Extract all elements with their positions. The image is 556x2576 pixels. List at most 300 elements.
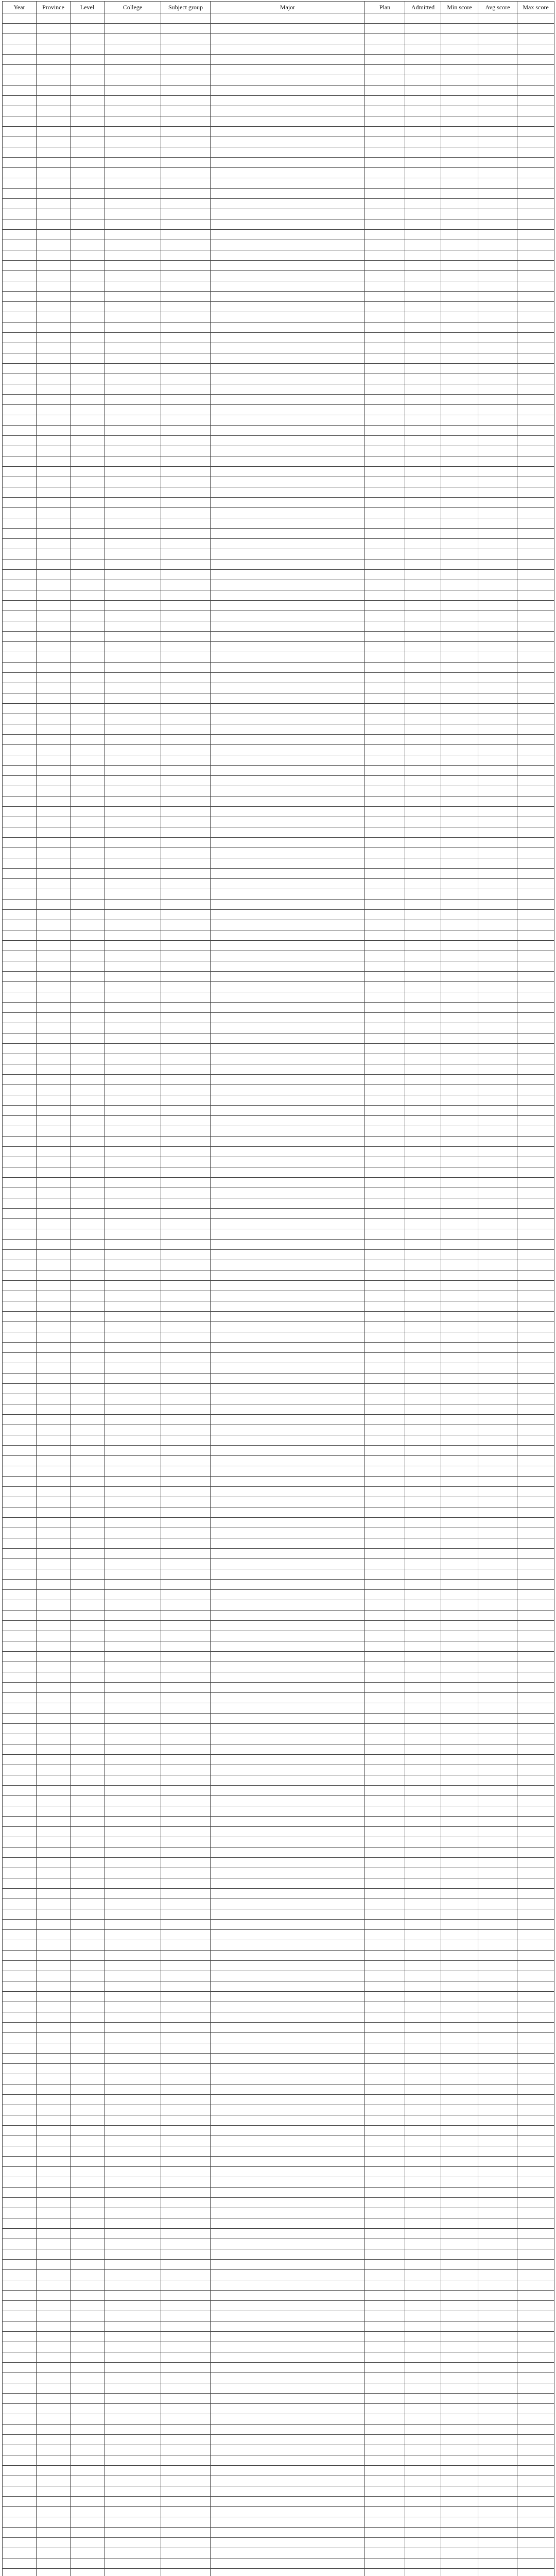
table-cell — [365, 1775, 405, 1786]
table-cell — [441, 714, 478, 724]
table-row — [3, 2383, 554, 2394]
table-cell — [405, 724, 441, 735]
table-cell — [105, 930, 161, 941]
table-cell — [3, 1332, 37, 1343]
table-cell — [517, 1878, 554, 1889]
table-cell — [211, 2507, 365, 2517]
table-cell — [37, 745, 71, 755]
table-cell — [211, 1064, 365, 1075]
table-cell — [105, 2208, 161, 2218]
table-cell — [71, 2188, 105, 2198]
table-row — [3, 467, 554, 477]
table-row — [3, 2208, 554, 2218]
table-cell — [161, 2095, 211, 2105]
table-cell — [105, 1384, 161, 1394]
table-cell — [405, 549, 441, 560]
table-cell — [517, 1343, 554, 1353]
table-cell — [105, 2569, 161, 2576]
table-cell — [37, 1611, 71, 1621]
table-cell — [37, 1085, 71, 1095]
table-cell — [441, 889, 478, 900]
table-cell — [161, 333, 211, 343]
table-cell — [161, 1425, 211, 1435]
table-row — [3, 281, 554, 292]
table-cell — [478, 1209, 517, 1219]
table-cell — [37, 1528, 71, 1538]
table-cell — [161, 1992, 211, 2002]
table-cell — [3, 1796, 37, 1806]
table-cell — [517, 168, 554, 178]
table-cell — [37, 1044, 71, 1054]
table-cell — [3, 900, 37, 910]
table-cell — [441, 529, 478, 539]
table-cell — [71, 2425, 105, 2435]
table-cell — [517, 456, 554, 467]
table-cell — [37, 560, 71, 570]
table-cell — [3, 2084, 37, 2095]
table-cell — [478, 776, 517, 786]
table-row — [3, 941, 554, 951]
table-cell — [478, 2136, 517, 2146]
table-cell — [161, 2280, 211, 2291]
table-cell — [517, 580, 554, 590]
table-row — [3, 889, 554, 900]
table-cell — [478, 2455, 517, 2466]
table-cell — [365, 2260, 405, 2270]
table-cell — [211, 158, 365, 168]
table-cell — [3, 2548, 37, 2558]
table-cell — [71, 323, 105, 333]
table-cell — [365, 1435, 405, 1446]
table-row — [3, 683, 554, 693]
table-cell — [71, 230, 105, 240]
table-row — [3, 1775, 554, 1786]
table-cell — [365, 292, 405, 302]
table-cell — [71, 2435, 105, 2445]
table-cell — [405, 652, 441, 663]
table-row — [3, 930, 554, 941]
table-cell — [71, 663, 105, 673]
table-cell — [365, 2394, 405, 2404]
table-cell — [211, 1899, 365, 1909]
table-cell — [478, 1961, 517, 1971]
table-cell — [441, 2435, 478, 2445]
table-cell — [3, 1116, 37, 1126]
table-cell — [37, 1631, 71, 1641]
table-cell — [517, 498, 554, 508]
table-cell — [365, 1796, 405, 1806]
table-cell — [211, 2105, 365, 2115]
table-cell — [478, 2528, 517, 2538]
table-cell — [365, 312, 405, 323]
table-cell — [517, 302, 554, 312]
table-cell — [478, 1549, 517, 1559]
table-cell — [37, 1569, 71, 1580]
table-cell — [211, 570, 365, 580]
table-cell — [517, 127, 554, 137]
table-cell — [3, 1858, 37, 1868]
table-cell — [211, 199, 365, 209]
table-cell — [3, 1528, 37, 1538]
table-cell — [3, 44, 37, 55]
table-cell — [161, 796, 211, 807]
table-cell — [441, 2115, 478, 2126]
table-row — [3, 1868, 554, 1878]
table-cell — [3, 312, 37, 323]
table-cell — [161, 580, 211, 590]
table-cell — [3, 1456, 37, 1466]
table-cell — [405, 2342, 441, 2352]
table-cell — [161, 1147, 211, 1157]
table-row — [3, 1806, 554, 1817]
table-cell — [71, 1631, 105, 1641]
table-cell — [517, 1394, 554, 1404]
table-cell — [211, 2146, 365, 2157]
table-cell — [478, 704, 517, 714]
table-cell — [105, 1538, 161, 1549]
table-cell — [71, 1765, 105, 1775]
table-cell — [105, 1260, 161, 1270]
table-cell — [37, 302, 71, 312]
table-cell — [441, 869, 478, 879]
table-cell — [365, 1827, 405, 1837]
table-cell — [3, 106, 37, 116]
table-cell — [517, 2486, 554, 2497]
table-cell — [37, 1621, 71, 1631]
table-row — [3, 735, 554, 745]
table-cell — [161, 807, 211, 817]
table-cell — [517, 1817, 554, 1827]
table-cell — [517, 900, 554, 910]
table-cell — [478, 2507, 517, 2517]
table-cell — [37, 1538, 71, 1549]
table-cell — [517, 910, 554, 920]
table-cell — [405, 1817, 441, 1827]
table-cell — [105, 1075, 161, 1085]
table-cell — [105, 1404, 161, 1415]
table-cell — [441, 2105, 478, 2115]
table-cell — [517, 745, 554, 755]
table-cell — [3, 2342, 37, 2352]
table-cell — [405, 1827, 441, 1837]
table-cell — [365, 1940, 405, 1951]
table-cell — [161, 1569, 211, 1580]
table-cell — [105, 1786, 161, 1796]
table-cell — [405, 2023, 441, 2033]
table-cell — [71, 590, 105, 601]
table-cell — [405, 2414, 441, 2425]
table-cell — [211, 1755, 365, 1765]
column-header-avg-score: Avg score — [478, 2, 517, 13]
table-cell — [71, 281, 105, 292]
table-cell — [211, 1487, 365, 1497]
table-cell — [3, 2455, 37, 2466]
table-cell — [71, 158, 105, 168]
table-cell — [365, 1992, 405, 2002]
table-cell — [517, 1291, 554, 1301]
table-cell — [365, 642, 405, 652]
table-cell — [71, 2064, 105, 2074]
table-cell — [405, 2167, 441, 2177]
table-cell — [478, 1662, 517, 1672]
table-cell — [478, 590, 517, 601]
table-row — [3, 1507, 554, 1518]
table-cell — [478, 2466, 517, 2476]
table-cell — [71, 1178, 105, 1188]
table-cell — [37, 1786, 71, 1796]
table-cell — [105, 961, 161, 972]
table-cell — [37, 1837, 71, 1848]
table-cell — [211, 755, 365, 766]
table-cell — [405, 250, 441, 261]
table-cell — [441, 2218, 478, 2229]
table-cell — [3, 2538, 37, 2548]
table-cell — [517, 2291, 554, 2301]
table-cell — [211, 1528, 365, 1538]
table-cell — [441, 1600, 478, 1611]
table-cell — [71, 302, 105, 312]
table-cell — [71, 1662, 105, 1672]
table-row — [3, 1404, 554, 1415]
table-cell — [37, 2054, 71, 2064]
table-cell — [405, 1343, 441, 1353]
table-cell — [71, 1951, 105, 1961]
table-cell — [211, 2404, 365, 2414]
table-cell — [71, 2291, 105, 2301]
table-cell — [37, 858, 71, 869]
table-cell — [517, 869, 554, 879]
table-cell — [211, 1590, 365, 1600]
table-cell — [517, 395, 554, 405]
table-cell — [105, 1631, 161, 1641]
table-cell — [441, 384, 478, 395]
table-cell — [211, 549, 365, 560]
table-cell — [105, 24, 161, 34]
table-cell — [37, 1559, 71, 1569]
table-cell — [161, 817, 211, 827]
table-cell — [37, 2538, 71, 2548]
table-cell — [105, 2548, 161, 2558]
table-cell — [71, 796, 105, 807]
table-cell — [211, 601, 365, 611]
table-row — [3, 982, 554, 992]
table-cell — [441, 2095, 478, 2105]
table-cell — [105, 2497, 161, 2507]
table-cell — [441, 848, 478, 858]
table-cell — [3, 1817, 37, 1827]
table-row — [3, 44, 554, 55]
table-cell — [3, 2023, 37, 2033]
table-cell — [405, 1425, 441, 1435]
table-cell — [441, 1992, 478, 2002]
table-cell — [365, 1033, 405, 1044]
table-cell — [441, 1250, 478, 1260]
table-cell — [3, 817, 37, 827]
table-cell — [71, 1003, 105, 1013]
table-cell — [211, 2486, 365, 2497]
table-row — [3, 230, 554, 240]
table-cell — [365, 1394, 405, 1404]
table-row — [3, 415, 554, 426]
table-cell — [211, 2023, 365, 2033]
table-cell — [71, 683, 105, 693]
table-cell — [105, 1703, 161, 1714]
table-cell — [478, 1054, 517, 1064]
table-cell — [211, 2043, 365, 2054]
table-cell — [37, 230, 71, 240]
table-cell — [211, 2445, 365, 2455]
table-cell — [365, 1281, 405, 1291]
table-row — [3, 2476, 554, 2486]
table-cell — [105, 1363, 161, 1374]
table-cell — [365, 219, 405, 230]
table-cell — [161, 1291, 211, 1301]
table-cell — [517, 2249, 554, 2260]
table-cell — [405, 848, 441, 858]
table-cell — [478, 1621, 517, 1631]
table-cell — [161, 271, 211, 281]
table-cell — [365, 1003, 405, 1013]
table-cell — [3, 1374, 37, 1384]
table-row — [3, 1590, 554, 1600]
table-cell — [37, 1374, 71, 1384]
table-cell — [517, 405, 554, 415]
table-cell — [3, 405, 37, 415]
table-cell — [365, 374, 405, 384]
table-cell — [3, 1765, 37, 1775]
table-cell — [71, 343, 105, 353]
table-cell — [37, 487, 71, 498]
table-cell — [211, 611, 365, 621]
table-cell — [478, 1672, 517, 1683]
table-cell — [161, 1714, 211, 1724]
table-cell — [517, 323, 554, 333]
table-cell — [405, 24, 441, 34]
table-cell — [37, 889, 71, 900]
table-cell — [211, 673, 365, 683]
table-cell — [405, 1013, 441, 1023]
table-cell — [211, 807, 365, 817]
table-cell — [478, 1827, 517, 1837]
table-cell — [161, 2136, 211, 2146]
table-cell — [71, 1909, 105, 1920]
table-cell — [211, 2054, 365, 2064]
table-cell — [478, 1332, 517, 1343]
table-row — [3, 611, 554, 621]
table-cell — [37, 2528, 71, 2538]
table-cell — [405, 127, 441, 137]
column-header-plan: Plan — [365, 2, 405, 13]
table-row — [3, 1755, 554, 1765]
table-cell — [441, 209, 478, 219]
table-cell — [37, 137, 71, 147]
table-cell — [161, 189, 211, 199]
table-cell — [211, 2517, 365, 2528]
table-cell — [478, 1270, 517, 1281]
table-cell — [211, 189, 365, 199]
table-cell — [211, 137, 365, 147]
table-cell — [37, 1878, 71, 1889]
table-cell — [71, 1477, 105, 1487]
table-cell — [105, 1456, 161, 1466]
table-cell — [478, 549, 517, 560]
table-cell — [3, 2414, 37, 2425]
table-cell — [517, 312, 554, 323]
table-cell — [478, 487, 517, 498]
table-row — [3, 2239, 554, 2249]
table-cell — [105, 86, 161, 96]
table-cell — [37, 2383, 71, 2394]
table-cell — [478, 2126, 517, 2136]
table-row — [3, 34, 554, 44]
table-cell — [517, 539, 554, 549]
table-cell — [105, 1930, 161, 1940]
table-cell — [37, 673, 71, 683]
table-cell — [71, 106, 105, 116]
table-cell — [365, 1590, 405, 1600]
table-cell — [478, 1456, 517, 1466]
table-cell — [478, 106, 517, 116]
table-cell — [517, 1559, 554, 1569]
table-cell — [37, 1384, 71, 1394]
table-cell — [161, 1641, 211, 1652]
table-cell — [161, 1951, 211, 1961]
table-cell — [478, 281, 517, 292]
table-cell — [478, 1198, 517, 1209]
table-cell — [37, 456, 71, 467]
table-cell — [365, 271, 405, 281]
table-cell — [441, 1116, 478, 1126]
table-cell — [405, 961, 441, 972]
table-row — [3, 2352, 554, 2363]
table-cell — [478, 1425, 517, 1435]
table-cell — [441, 1714, 478, 1724]
table-cell — [71, 1487, 105, 1497]
table-cell — [105, 1415, 161, 1425]
table-cell — [3, 1580, 37, 1590]
table-cell — [517, 2270, 554, 2280]
table-cell — [478, 1240, 517, 1250]
table-cell — [365, 2373, 405, 2383]
table-cell — [161, 1961, 211, 1971]
table-cell — [441, 1312, 478, 1322]
table-cell — [105, 2167, 161, 2177]
table-cell — [441, 1724, 478, 1734]
table-cell — [517, 673, 554, 683]
table-cell — [3, 1240, 37, 1250]
table-cell — [3, 2198, 37, 2208]
table-cell — [211, 1126, 365, 1137]
table-cell — [517, 2466, 554, 2476]
table-cell — [161, 560, 211, 570]
table-cell — [37, 2342, 71, 2352]
table-cell — [405, 755, 441, 766]
table-cell — [71, 920, 105, 930]
table-cell — [37, 436, 71, 446]
table-cell — [71, 2311, 105, 2321]
table-cell — [405, 2311, 441, 2321]
table-cell — [161, 2321, 211, 2332]
table-cell — [478, 292, 517, 302]
table-cell — [211, 1672, 365, 1683]
table-row — [3, 302, 554, 312]
table-row — [3, 621, 554, 632]
table-row — [3, 498, 554, 508]
table-cell — [211, 2352, 365, 2363]
table-cell — [517, 1353, 554, 1363]
table-cell — [3, 168, 37, 178]
table-cell — [441, 838, 478, 848]
